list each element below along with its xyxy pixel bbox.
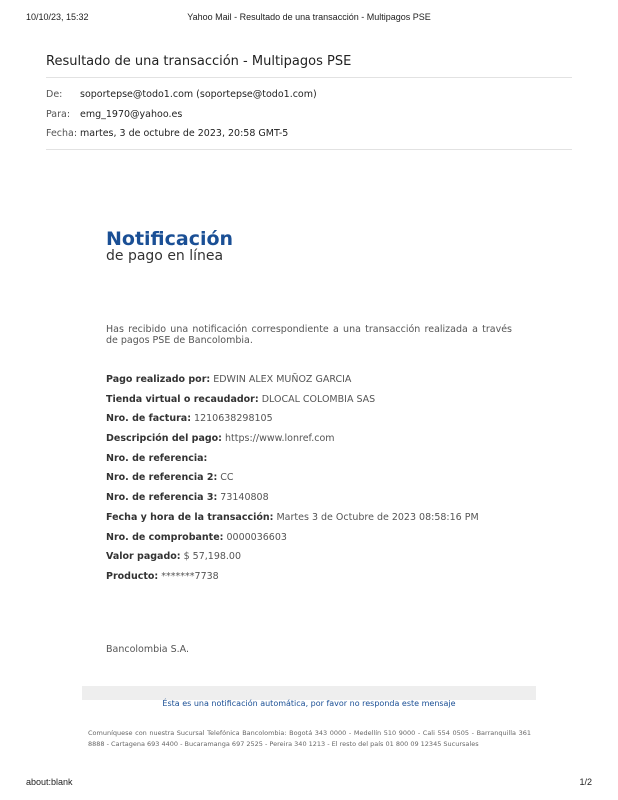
detail-value: 73140808	[220, 492, 269, 504]
detail-label: Nro. de referencia:	[106, 452, 208, 464]
print-datetime: 10/10/23, 15:32	[26, 12, 89, 22]
signature: Bancolombia S.A.	[106, 644, 190, 655]
from-address[interactable]: soportepse@todo1.com (soportepse@todo1.com)	[80, 89, 317, 100]
detail-label: Descripción del pago:	[106, 433, 222, 445]
detail-row-product	[106, 571, 546, 591]
detail-row-amount	[106, 551, 546, 571]
detail-row-invoice	[106, 413, 546, 433]
header-divider	[46, 77, 572, 78]
intro-text: Has recibido una notificación correspondiente a una transacción realizada a través de pagos PSE de Bancolombia.	[106, 324, 512, 346]
to-label: Para:	[46, 109, 71, 120]
detail-value: EDWIN ALEX MUÑOZ GARCIA	[213, 374, 352, 385]
detail-label: Nro. de referencia 3:	[106, 492, 218, 504]
detail-value: 0000036603	[226, 531, 287, 543]
detail-value: https://www.lonref.com	[225, 433, 335, 445]
detail-value: Martes 3 de Octubre de 2023 08:58:16 PM	[276, 511, 479, 523]
detail-row-reference	[106, 453, 546, 473]
print-title: Yahoo Mail - Resultado de una transacción - Multipagos PSE	[187, 12, 431, 22]
date-label: Fecha:	[46, 128, 78, 139]
detail-label: Nro. de factura:	[106, 413, 192, 425]
contact-info: Comuníquese con nuestra Sucursal Telefónica Bancolombia: Bogotá 343 0000 - Medellín 510 9000 - Cali 554 0505 - Barranquilla 361 8888 - Cartagena 693 4400 - Bucaramanga 697 2525 - Pereira 340 1213 - El resto del país 01 800 09 12345 Sucursales	[88, 729, 531, 748]
detail-label: Nro. de referencia 2:	[106, 472, 218, 484]
notification-subtitle: de pago en línea	[106, 248, 224, 264]
payment-details	[106, 374, 546, 591]
automatic-notice: Ésta es una notificación automática, por favor no responda este mensaje	[162, 699, 456, 708]
to-address[interactable]: emg_1970@yahoo.es	[80, 109, 183, 120]
detail-row-payer	[106, 374, 546, 394]
detail-row-store	[106, 394, 546, 414]
footer-bar	[82, 686, 536, 700]
detail-row-receipt	[106, 532, 546, 552]
meta-divider	[46, 149, 572, 150]
date-value: martes, 3 de octubre de 2023, 20:58 GMT-5	[80, 128, 289, 139]
detail-value: 1210638298105	[194, 413, 273, 425]
detail-label: Valor pagado:	[106, 551, 181, 563]
detail-label: Producto:	[106, 570, 159, 582]
detail-label: Tienda virtual o recaudador:	[106, 393, 259, 405]
email-subject: Resultado de una transacción - Multipagos PSE	[46, 54, 352, 69]
detail-label: Fecha y hora de la transacción:	[106, 511, 274, 523]
detail-row-reference-3	[106, 492, 546, 512]
from-label: De:	[46, 89, 63, 100]
detail-label: Pago realizado por:	[106, 374, 211, 385]
detail-value: $ 57,198.00	[183, 551, 242, 563]
detail-value: CC	[220, 472, 234, 484]
detail-row-description	[106, 433, 546, 453]
detail-row-reference-2	[106, 472, 546, 492]
print-page-number: 1/2	[579, 777, 592, 787]
notification-title: Notificación	[106, 228, 234, 250]
detail-value: DLOCAL COLOMBIA SAS	[261, 393, 376, 405]
detail-label: Nro. de comprobante:	[106, 531, 224, 543]
detail-row-datetime	[106, 512, 546, 532]
detail-value: *******7738	[161, 570, 219, 582]
print-url: about:blank	[26, 777, 73, 787]
